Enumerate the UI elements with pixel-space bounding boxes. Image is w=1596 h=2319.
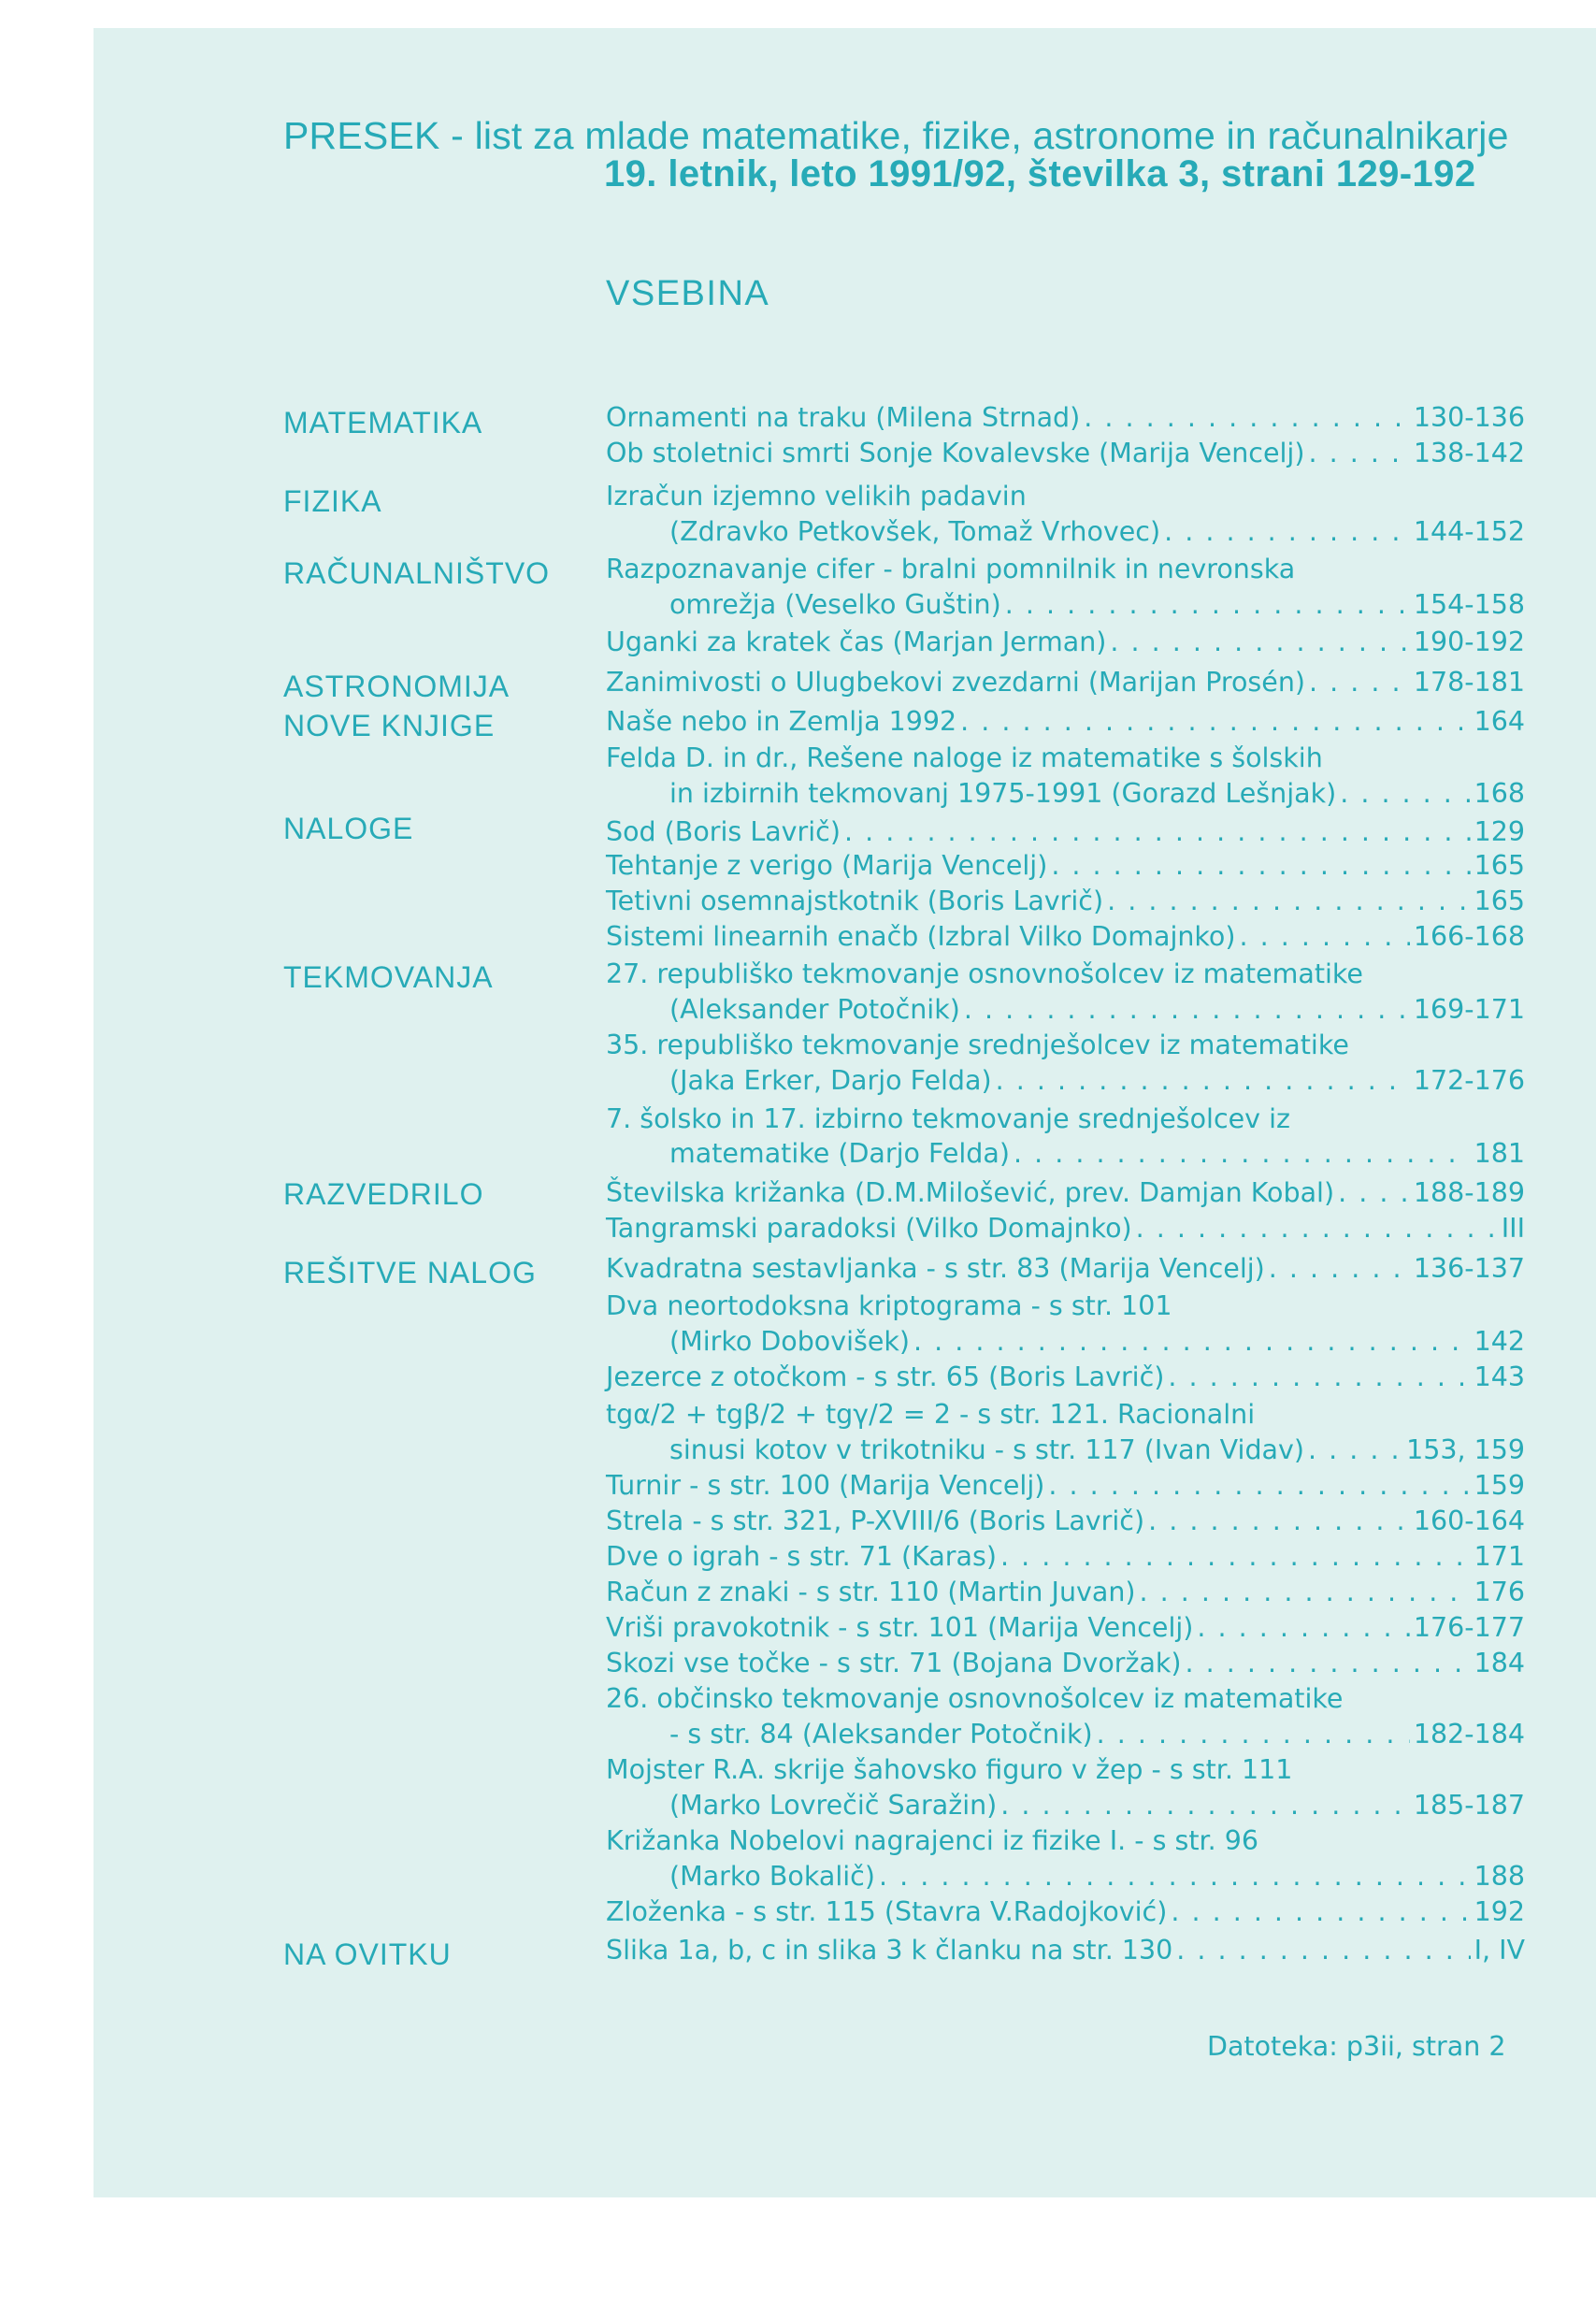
file-reference: Datoteka: p3ii, stran 2 xyxy=(1207,2031,1506,2062)
toc-entry: Naše nebo in Zemlja 1992 . . . 164 xyxy=(606,706,1525,743)
toc-entry: Kvadratna sestavljanka - s str. 83 (Marija Vencelj) . . . 136-137 xyxy=(606,1253,1525,1290)
toc-entry: Tetivni osemnajstkotnik (Boris Lavrič) . . . 165 xyxy=(606,886,1525,923)
magazine-title: PRESEK - list za mlade matematike, fizike, astronome in računalnikarje xyxy=(283,114,1509,157)
toc-entry: Številska križanka (D.M.Milošević, prev. Damjan Kobal) . . . 188-189 xyxy=(606,1177,1525,1215)
category-racunalnistvo: RAČUNALNIŠTVO xyxy=(283,556,551,590)
toc-entry: 26. občinsko tekmovanje osnovnošolcev iz matematike xyxy=(606,1683,1344,1714)
toc-entry: Tangramski paradoksi (Vilko Domajnko) . . . III xyxy=(606,1213,1525,1250)
toc-entry: (Marko Lovrečič Saražin) . . . 185-187 xyxy=(669,1790,1525,1827)
toc-entry: (Marko Bokalič) . . . 188 xyxy=(669,1861,1525,1898)
toc-entry: sinusi kotov v trikotniku - s str. 117 (Ivan Vidav) . . . 153, 159 xyxy=(669,1434,1525,1472)
category-nove-knjige: NOVE KNJIGE xyxy=(283,709,496,742)
toc-entry: Turnir - s str. 100 (Marija Vencelj) . . . 159 xyxy=(606,1470,1525,1507)
category-fizika: FIZIKA xyxy=(283,484,382,518)
toc-entry: Izračun izjemno velikih padavin xyxy=(606,481,1027,511)
toc-entry: 35. republiško tekmovanje srednješolcev iz matematike xyxy=(606,1030,1349,1060)
toc-entry: Jezerce z otočkom - s str. 65 (Boris Lavrič) . . . 143 xyxy=(606,1361,1525,1399)
toc-entry: (Zdravko Petkovšek, Tomaž Vrhovec) . . . 144-152 xyxy=(669,516,1525,554)
toc-entry: Uganki za kratek čas (Marjan Jerman) . . . 190-192 xyxy=(606,627,1525,664)
category-razvedrilo: RAZVEDRILO xyxy=(283,1177,484,1211)
category-resitve-nalog: REŠITVE NALOG xyxy=(283,1256,537,1289)
toc-entry: Ornamenti na traku (Milena Strnad) . . . 130-136 xyxy=(606,402,1525,439)
toc-entry: Slika 1a, b, c in slika 3 k članku na str. 130 . . . I, IV xyxy=(606,1935,1525,1972)
toc-entry: Strela - s str. 321, P-XVIII/6 (Boris Lavrič) . . . 160-164 xyxy=(606,1505,1525,1543)
toc-entry: Sod (Boris Lavrič) . . . 129 xyxy=(606,816,1525,854)
toc-entry: Dve o igrah - s str. 71 (Karas) . . . 171 xyxy=(606,1541,1525,1578)
toc-entry: Skozi vse točke - s str. 71 (Bojana Dvoržak) . . . 184 xyxy=(606,1648,1525,1685)
toc-entry: 27. republiško tekmovanje osnovnošolcev iz matematike xyxy=(606,958,1363,989)
toc-entry: (Jaka Erker, Darjo Felda) . . . 172-176 xyxy=(669,1065,1525,1102)
toc-entry: Vriši pravokotnik - s str. 101 (Marija Vencelj) . . . 176-177 xyxy=(606,1612,1525,1649)
toc-entry: - s str. 84 (Aleksander Potočnik) . . . 182-184 xyxy=(606,1719,1525,1756)
toc-entry: Križanka Nobelovi nagrajenci iz fizike I. - s str. 96 xyxy=(606,1825,1259,1856)
category-astronomija: ASTRONOMIJA xyxy=(283,670,510,703)
category-na-ovitku: NA OVITKU xyxy=(283,1937,452,1971)
toc-entry: in izbirnih tekmovanj 1975-1991 (Gorazd Lešnjak) . . . 168 xyxy=(669,778,1525,815)
toc-entry: (Mirko Dobovišek) . . . 142 xyxy=(669,1326,1525,1363)
toc-entry: Račun z znaki - s str. 110 (Martin Juvan) . . . 176 xyxy=(606,1577,1525,1614)
toc-entry: Zanimivosti o Ulugbekovi zvezdarni (Marijan Prosén) . . . 178-181 xyxy=(606,667,1525,704)
toc-entry: Razpoznavanje cifer - bralni pomnilnik in nevronska xyxy=(606,554,1296,584)
toc-entry: Dva neortodoksna kriptograma - s str. 101 xyxy=(606,1290,1172,1321)
toc-title: VSEBINA xyxy=(606,274,770,313)
toc-entry: omrežja (Veselko Guštin) . . . 154-158 xyxy=(669,589,1525,627)
toc-entry: Mojster R.A. skrije šahovsko figuro v žep - s str. 111 xyxy=(606,1754,1293,1785)
toc-entry: tgα/2 + tgβ/2 + tgγ/2 = 2 - s str. 121. Racionalni xyxy=(606,1399,1256,1430)
toc-entry: Zloženka - s str. 115 (Stavra V.Radojković) . . . 192 xyxy=(606,1896,1525,1934)
toc-entry: Sistemi linearnih enačb (Izbral Vilko Domajnko) . . . 166-168 xyxy=(606,921,1525,958)
toc-entry: Felda D. in dr., Rešene naloge iz matematike s šolskih xyxy=(606,742,1323,773)
toc-entry: 7. šolsko in 17. izbirno tekmovanje srednješolcev iz xyxy=(606,1103,1290,1134)
toc-entry: matematike (Darjo Felda) . . . 181 xyxy=(669,1138,1525,1175)
toc-entry: Tehtanje z verigo (Marija Vencelj) . . . 165 xyxy=(606,850,1525,887)
toc-entry: (Aleksander Potočnik) . . . 169-171 xyxy=(669,994,1525,1031)
category-naloge: NALOGE xyxy=(283,812,414,845)
category-tekmovanja: TEKMOVANJA xyxy=(283,960,494,994)
issue-info: 19. letnik, leto 1991/92, številka 3, strani 129-192 xyxy=(604,153,1476,194)
category-matematika: MATEMATIKA xyxy=(283,406,483,439)
toc-entry: Ob stoletnici smrti Sonje Kovalevske (Marija Vencelj) . . . 138-142 xyxy=(606,438,1525,475)
